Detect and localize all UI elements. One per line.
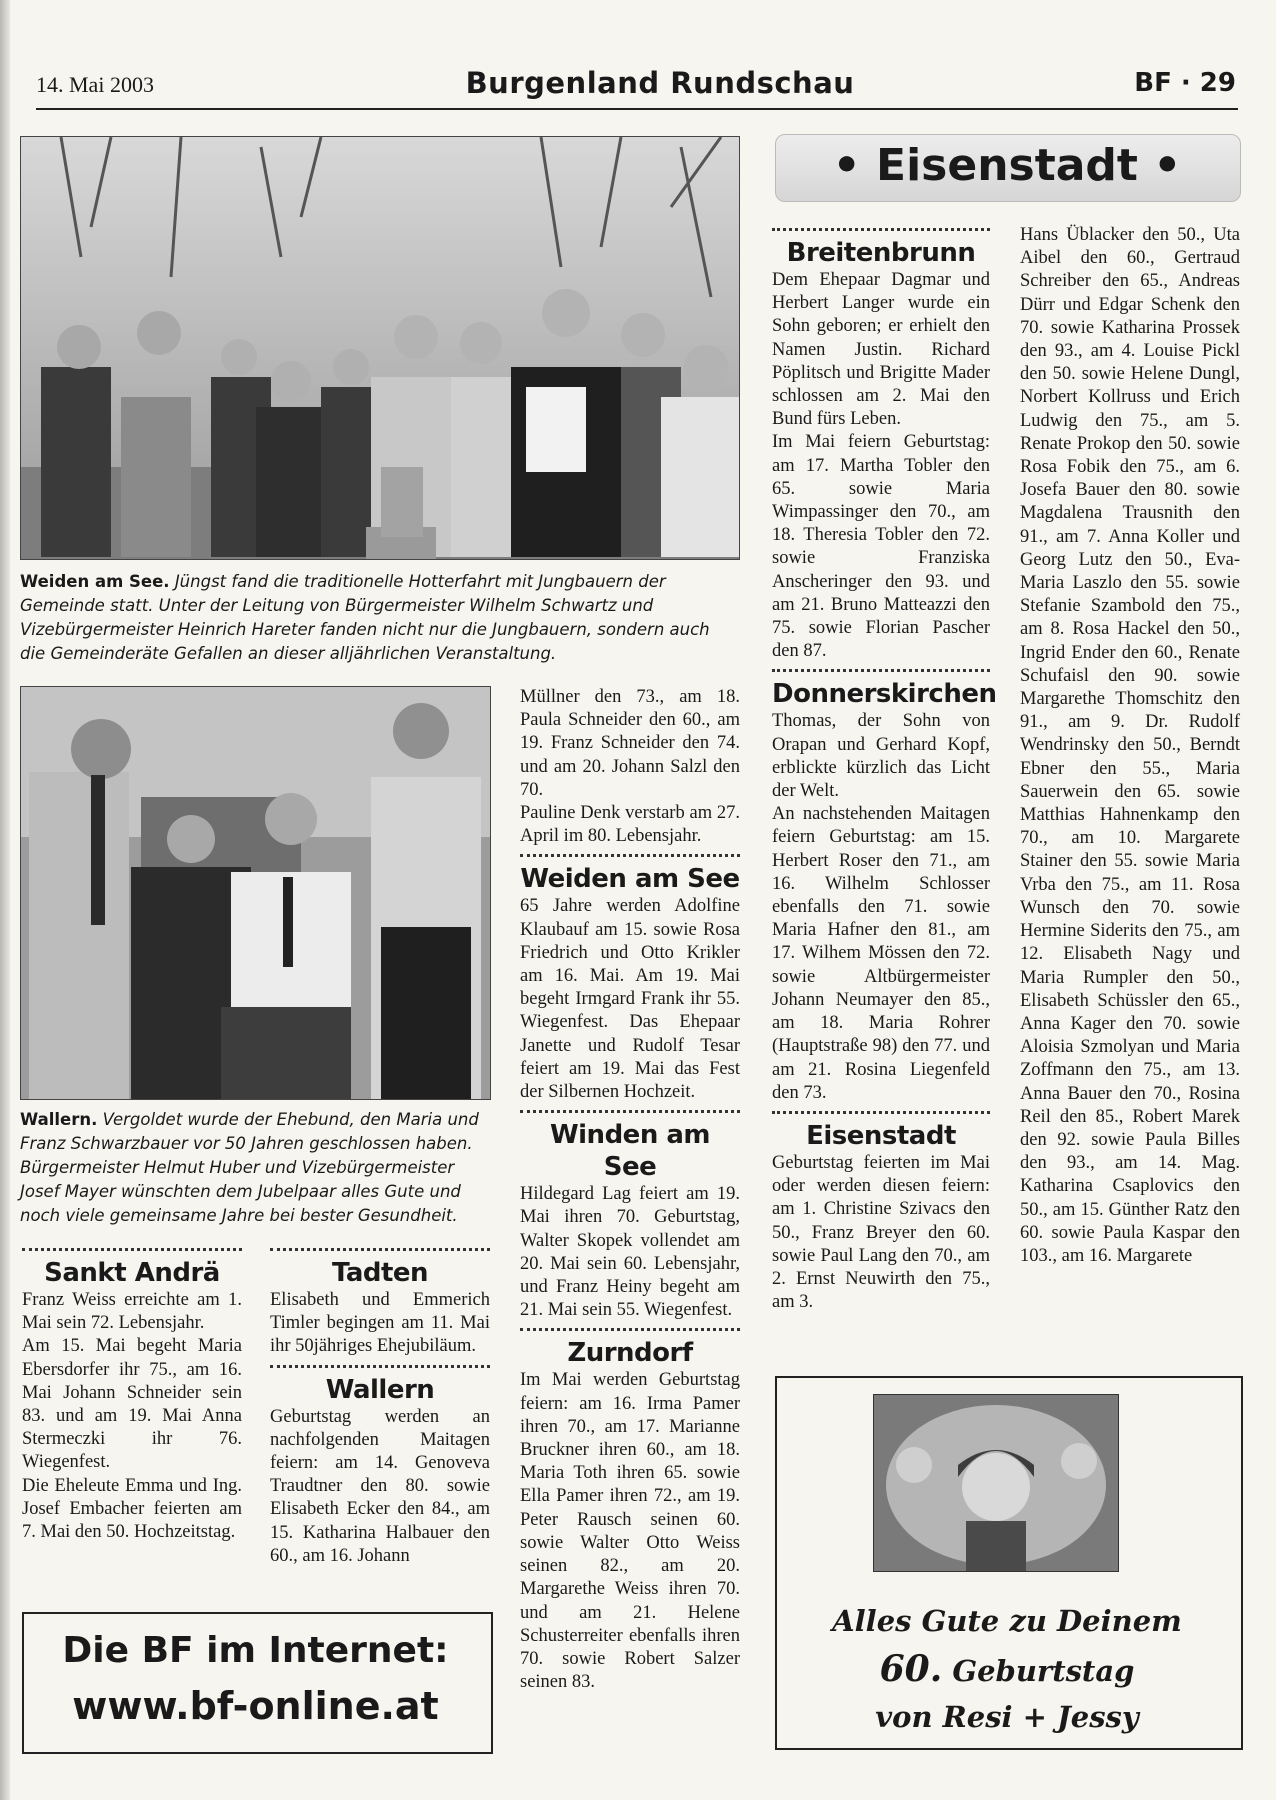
heading-zurndorf: Zurndorf (567, 1338, 693, 1369)
paragraph: Thomas, der Sohn von Orapan und Gerhard Kopf, erblickte kürzlich das Licht der Welt. (772, 711, 990, 802)
divider (520, 1328, 740, 1331)
heading-weiden-am-see: Weiden am See (520, 864, 740, 895)
photo-golden-wedding-illustration (21, 687, 490, 1099)
divider (520, 854, 740, 857)
header-title: Burgenland Rundschau (465, 66, 855, 100)
internet-promo-heading: Die BF im Internet: (62, 1630, 449, 1671)
divider (270, 1248, 490, 1251)
column-tadten-wallern (270, 1242, 490, 1568)
column-breitenbrunn (772, 222, 997, 1314)
region-banner-title: • Eisenstadt • (832, 140, 1182, 191)
paragraph: Geburtstag feierten im Mai oder werden diesen feiern: am 1. Christine Szivacs den 50., Franz Breyer den 60. sowie Paul Lang den 70., am 2. Ernst Neuwirth den 75., am 3. (772, 1152, 990, 1313)
paragraph: Hildegard Lag feiert am 19. Mai ihren 70. Geburtstag, Walter Skopek vollendet am 20. Mai sein 60. Lebensjahr, und Franz Heiny begeht am 21. Mai sein 55. Wiegenfest. (520, 1184, 740, 1321)
column-eisenstadt-cont (1020, 224, 1240, 1268)
photo1-caption-lead: Weiden am See. (20, 572, 170, 591)
heading-donnerskirchen: Donnerskirchen (772, 679, 997, 710)
heading-breitenbrunn: Breitenbrunn (786, 238, 976, 268)
birthday-ad-photo-illustration (874, 1395, 1118, 1571)
paragraph: Hans Üblacker den 50., Uta Aibel den 60., Gertraud Schreiber den 65., Andreas Dürr und Edgar Schenk den 70. sowie Katharina Prossek den 93., am 4. Louise Pickl den 50. sowie Helene Dungl, Norbert Kollruss und Erich Ludwig den 75., am 5. Renate Prokop den 50. sowie Rosa Fobik den 75., am 6. Josefa Bauer den 80. sowie Magdalena Trausnith den 91., am 7. Anna Koller und Georg Lutz den 50., Eva-Maria Laszlo den 55. sowie Stefanie Szambold den 75., am 8. Rosa Hackel den 50., Ingrid Ender den 60., Renate Schufaisl den 90. sowie Margarethe Thomschitz den 91., am 9. Dr. Rudolf Wendrinsky den 50., Berndt Ebner den 55., Maria Sauerwein den 65. sowie Matthias Hahnenkamp den 70., am 10. Margarete Stainer den 55. sowie Maria Vrba den 75., am 11. Rosa Wunsch den 70. sowie Hermine Siderits den 75., am 12. Elisabeth Nagy und Maria Rumpler den 50., Elisabeth Schüssler den 65., Anna Kager den 70. sowie Aloisia Szmolyan und Maria Zoffmann den 75., am 13. Anna Bauer den 70., Rosina Reil den 85., Robert Marek den 92. sowie Paula Billes den 93., am 14. Mag. Katharina Csaplovics den 50., am 15. Günther Ratz den 60. sowie Paula Kaspar den 103., am 16. Margarete (1020, 225, 1240, 1266)
paragraph: Franz Weiss erreichte am 1. Mai sein 72. Lebensjahr. (22, 1290, 242, 1334)
divider (270, 1365, 490, 1368)
birthday-ad-line2 (775, 1648, 1239, 1690)
paragraph: Pauline Denk verstarb am 27. April im 80. Lebensjahr. (520, 803, 740, 847)
photo-jungbauern-group (20, 136, 740, 560)
photo2-caption (20, 1108, 489, 1228)
header-rule (36, 108, 1238, 110)
column-middle (520, 686, 740, 1694)
paragraph: Müllner den 73., am 18. Paula Schneider den 60., am 19. Franz Schneider den 74. und am 20. Johann Salzl den 70. (520, 687, 740, 800)
photo1-caption-text: Jüngst fand die traditionelle Hotterfahrt mit Jungbauern der Gemeinde statt. Unter der Leitung von Bürgermeister Wilhelm Schwartz und Vizebürgermeister Heinrich Hareter fanden nicht nur die Jungbauern, sondern auch die Gemeinderäte Gefallen an dieser alljährlichen Veranstaltung. (20, 572, 710, 663)
internet-promo-url[interactable]: www.bf-online.at (72, 1684, 439, 1728)
birthday-ad-photo (873, 1394, 1119, 1572)
paragraph: An nachstehenden Maitagen feiern Geburtstag: am 15. Herbert Roser den 71., am 16. Wilhelm Schlosser ebenfalls den 71. sowie Maria Hafner den 81., am 17. Wilhem Mössen den 72. sowie Altbürgermeister Johann Neumayer den 85., am 18. Maria Rohrer (Hauptstraße 98) den 77. und am 21. Rosina Liegenfeld den 73. (772, 804, 990, 1103)
header-page-number: BF · 29 (1134, 68, 1236, 98)
page-spine-shadow (0, 0, 10, 1800)
birthday-ad-age: 60. (879, 1648, 943, 1690)
paragraph: Dem Ehepaar Dagmar und Herbert Langer wurde ein Sohn geboren; er erhielt den Namen Justin. Richard Pöplitsch und Brigitte Mader schlossen am 2. Mai den Bund fürs Leben. (772, 270, 990, 430)
divider (520, 1110, 740, 1113)
photo-golden-wedding (20, 686, 491, 1100)
heading-sankt-andrae: Sankt Andrä (44, 1258, 220, 1288)
divider (772, 1111, 990, 1114)
header-date: 14. Mai 2003 (36, 72, 154, 97)
divider (772, 669, 990, 672)
birthday-ad-line3: von Resi + Jessy (875, 1700, 1139, 1734)
photo1-caption (20, 570, 738, 666)
heading-winden-am-see: Winden am See (549, 1120, 711, 1183)
heading-tadten: Tadten (331, 1258, 429, 1288)
heading-wallern: Wallern (325, 1374, 435, 1405)
paragraph: Am 15. Mai begeht Maria Ebersdorfer ihr 75., am 16. Mai Johann Schneider sein 83. und am 19. Mai Anna Stermeczki ihr 76. Wiegenfest. (22, 1336, 242, 1473)
divider (22, 1248, 242, 1251)
paragraph: 65 Jahre werden Adolfine Klaubauf am 15. sowie Rosa Friedrich und Otto Krikler am 16. Mai. Am 19. Mai begeht Irmgard Frank ihr 55. Wiegenfest. Das Ehepaar Janette und Rudolf Tesar feiert am 19. Mai das Fest der Silbernen Hochzeit. (520, 896, 740, 1103)
paragraph: Im Mai feiern Geburtstag: am 17. Martha Tobler den 65. sowie Maria Wimpassinger den 70., am 18. Theresia Tobler den 72. sowie Franziska Anscheringer den 93. und am 21. Bruno Matteazzi den 75. sowie Florian Pascher den 87. (772, 432, 990, 662)
heading-eisenstadt: Eisenstadt (806, 1120, 956, 1151)
paragraph: Geburtstag werden an nachfolgenden Maitagen feiern: am 14. Genoveva Traudtner den 80. sowie Elisabeth Ecker den 84., am 15. Katharina Halbauer den 60., am 16. Johann (270, 1406, 490, 1566)
divider (772, 228, 990, 231)
photo2-caption-lead: Wallern. (20, 1110, 98, 1129)
birthday-ad-line1: Alles Gute zu Deinem (832, 1604, 1182, 1638)
paragraph: Im Mai werden Geburtstag feiern: am 16. Irma Pamer ihren 70., am 17. Marianne Bruckner ihren 60., am 18. Maria Toth ihren 65. sowie Ella Pamer ihren 72., am 19. Peter Rausch seinen 60. sowie Walter Otto Weiss seinen 82., am 20. Margarethe Weiss ihren 70. und am 21. Helene Schusterreiter ebenfalls ihren 70. sowie Robert Salzer seinen 83. (520, 1370, 740, 1693)
paragraph: Elisabeth und Emmerich Timler begingen am 11. Mai ihr 50jähriges Ehejubiläum. (270, 1290, 490, 1357)
photo2-caption-text: Vergoldet wurde der Ehebund, den Maria und Franz Schwarzbauer vor 50 Jahren geschlossen haben. Bürgermeister Helmut Huber und Vizebürgermeister Josef Mayer wünschten dem Jubelpaar alles Gute und noch viele gemeinsame Jahre bei bester Gesundheit. (20, 1110, 479, 1225)
column-sankt-andrae (22, 1242, 242, 1544)
birthday-ad-occasion: Geburtstag (952, 1654, 1135, 1688)
photo-jungbauern-illustration (21, 137, 739, 559)
paragraph: Die Eheleute Emma und Ing. Josef Embacher feierten am 7. Mai den 50. Hochzeitstag. (22, 1475, 242, 1543)
